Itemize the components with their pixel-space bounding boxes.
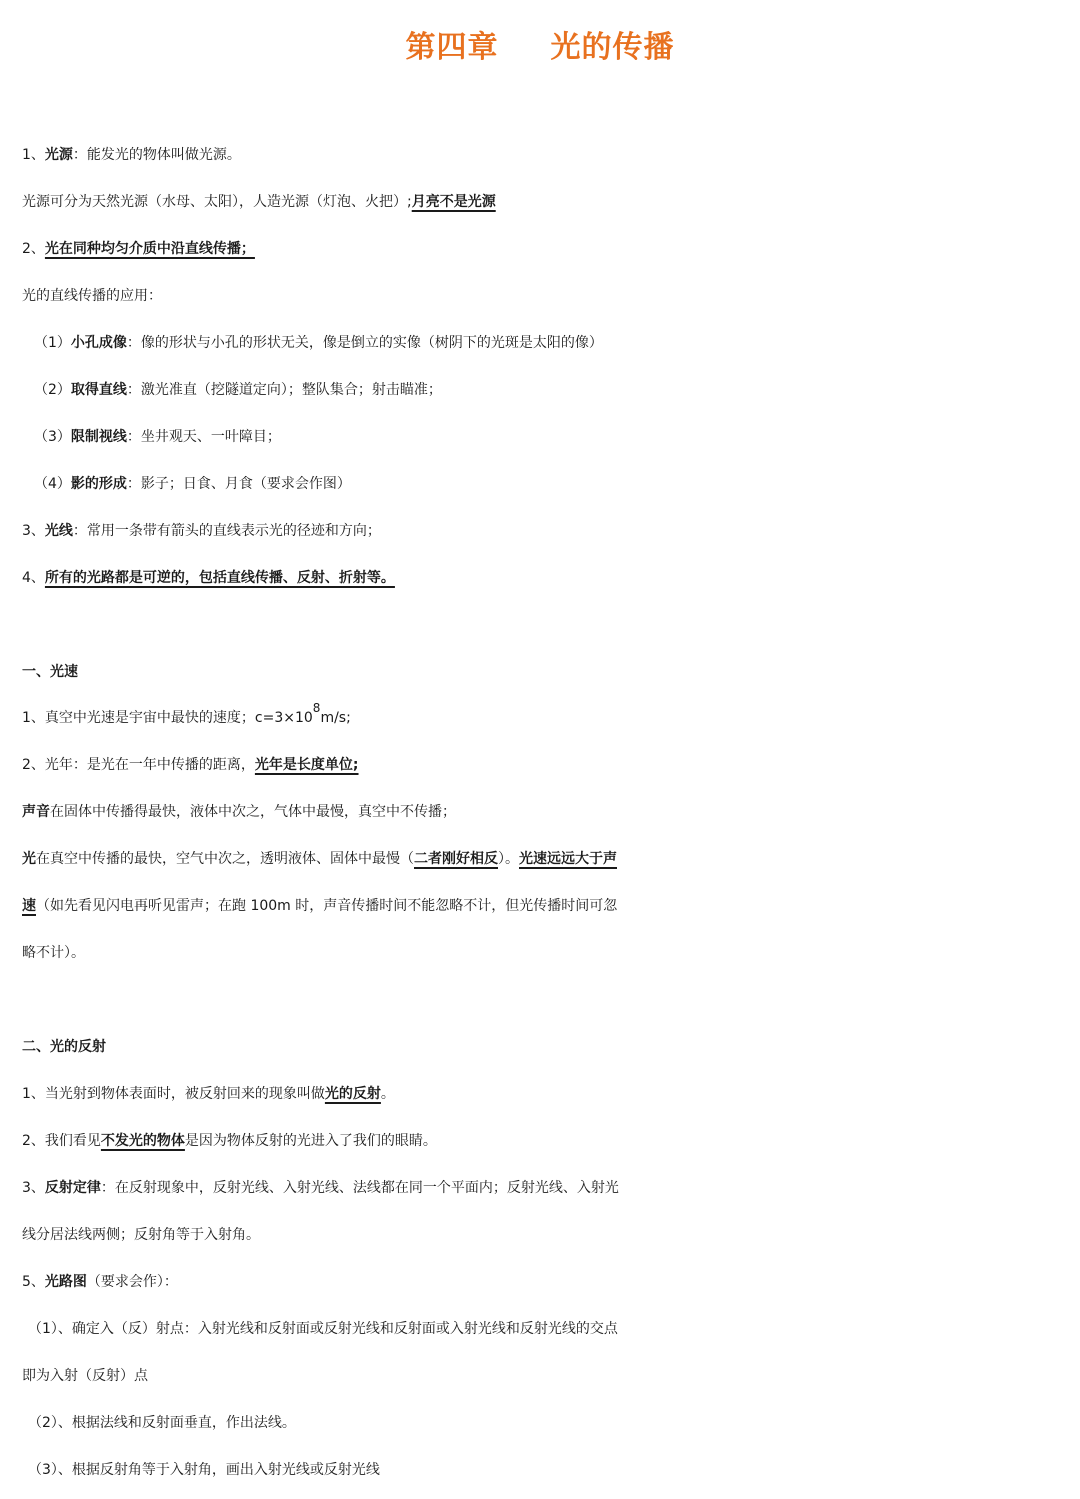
chapter-number: 第四章: [405, 30, 499, 65]
text-line: 即为入射（反射）点: [22, 1368, 148, 1384]
key-point: 二者刚好相反: [414, 851, 498, 867]
key-point: 光的反射: [324, 1086, 381, 1102]
key-point: 不发光的物体: [100, 1133, 185, 1149]
chapter-topic: 光的传播: [550, 30, 675, 65]
list-item: （1）小孔成像：像的形状与小孔的形状无关，像是倒立的实像（树阴下的光斑是太阳的像）: [34, 335, 603, 351]
list-item: （3）限制视线：坐井观天、一叶障目；: [34, 429, 281, 445]
key-point: 所有的光路都是可逆的，包括直线传播、反射、折射等。: [44, 570, 395, 586]
text-line: 2、光年：是光在一年中传播的距离，光年是长度单位;: [22, 757, 359, 773]
list-item: （1）、确定入（反）射点：入射光线和反射面或反射光线和反射面或入射光线和反射光线的交点: [28, 1321, 618, 1337]
list-item: （4）影的形成：影子；日食、月食（要求会作图）: [34, 476, 351, 492]
text-line: 2、光在同种均匀介质中沿直线传播；: [22, 241, 255, 257]
text-line: 1、光源：能发光的物体叫做光源。: [22, 147, 241, 163]
text-line: 1、真空中光速是宇宙中最快的速度；$c=3\times 10^8m/s$;: [22, 701, 351, 726]
text-line: 声音在固体中传播得最快，液体中次之，气体中最慢，真空中不传播；: [22, 804, 456, 820]
text-line: 4、所有的光路都是可逆的，包括直线传播、反射、折射等。: [22, 570, 395, 586]
text-line: 光在真空中传播的最快，空气中次之，透明液体、固体中最慢（二者刚好相反）。光速远远大于声: [22, 851, 617, 867]
text-line: 光的直线传播的应用：: [22, 288, 162, 304]
key-point: 光速远远大于声: [519, 851, 617, 867]
key-point: 光年是长度单位;: [254, 757, 359, 773]
text-line: 略不计）。: [22, 945, 85, 961]
list-item: （3）、根据反射角等于入射角，画出入射光线或反射光线: [28, 1462, 380, 1478]
text-line: 线分居法线两侧；反射角等于入射角。: [22, 1227, 260, 1243]
key-point: 月亮不是光源: [411, 194, 496, 210]
section-heading: 二、光的反射: [22, 1039, 106, 1055]
text-line: 3、反射定律：在反射现象中，反射光线、入射光线、法线都在同一个平面内；反射光线、入射光: [22, 1180, 619, 1196]
text-line: 3、光线：常用一条带有箭头的直线表示光的径迹和方向；: [22, 523, 381, 539]
key-point: 光在同种均匀介质中沿直线传播；: [44, 241, 255, 257]
list-item: （2）、根据法线和反射面垂直，作出法线。: [28, 1415, 296, 1431]
text-line: 光源可分为天然光源（水母、太阳），人造光源（灯泡、火把）;月亮不是光源: [22, 194, 496, 210]
text-line: 5、光路图（要求会作）：: [22, 1274, 178, 1290]
list-item: （2）取得直线：激光准直（挖隧道定向）；整队集合；射击瞄准；: [34, 382, 442, 398]
key-point: 速: [22, 898, 36, 914]
text-line: 2、我们看见不发光的物体是因为物体反射的光进入了我们的眼睛。: [22, 1133, 437, 1149]
text-line: 速（如先看见闪电再听见雷声；在跑 100m 时，声音传播时间不能忽略不计，但光传播时间可忽: [22, 898, 618, 914]
text-line: 1、当光射到物体表面时，被反射回来的现象叫做光的反射。: [22, 1086, 395, 1102]
page-title: [0, 22, 1080, 66]
section-heading: 一、光速: [22, 664, 78, 680]
